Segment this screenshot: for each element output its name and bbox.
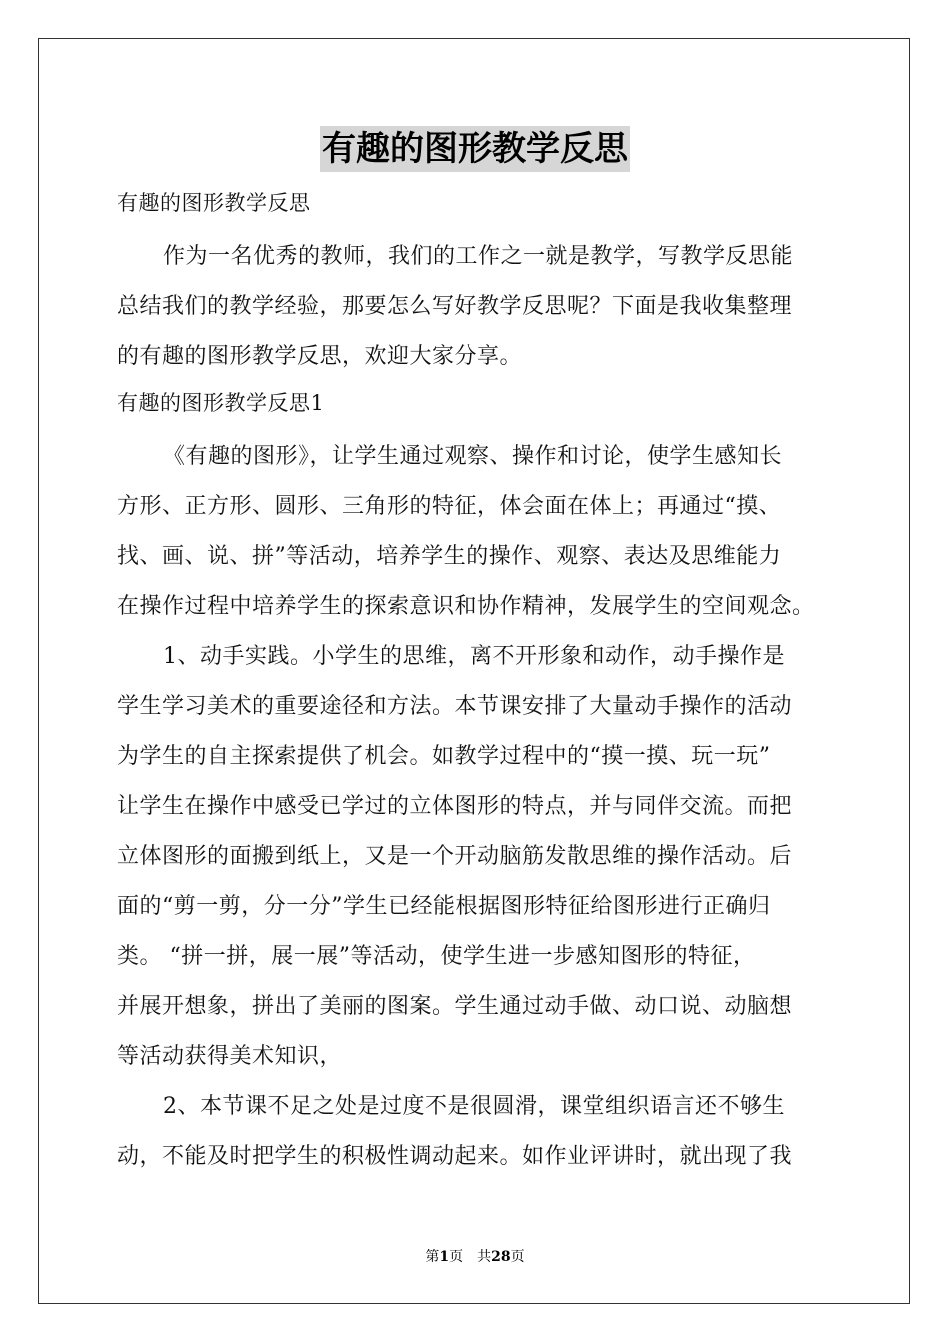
paragraph-line: 找、画、说、拼”等活动，培养学生的操作、观察、表达及思维能力 xyxy=(117,544,782,569)
document-body xyxy=(117,182,833,1182)
total-pages: 28 xyxy=(491,1249,511,1265)
paragraph-line: 面的“剪一剪，分一分”学生已经能根据图形特征给图形进行正确归 xyxy=(117,894,771,919)
paragraph-line: 学生学习美术的重要途径和方法。本节课安排了大量动手操作的活动 xyxy=(117,694,793,719)
footer-mid: 页 共 xyxy=(449,1249,492,1265)
paragraph-line: 动，不能及时把学生的积极性调动起来。如作业评讲时，就出现了我 xyxy=(117,1144,793,1169)
intro-line: 的有趣的图形教学反思，欢迎大家分享。 xyxy=(117,344,523,369)
section-heading: 有趣的图形教学反思1 xyxy=(117,391,325,415)
footer-suffix: 页 xyxy=(510,1249,525,1265)
paragraph-line: 2、本节课不足之处是过度不是很圆滑，课堂组织语言还不够生 xyxy=(163,1094,785,1119)
paragraph-line: 立体图形的面搬到纸上，又是一个开动脑筋发散思维的操作活动。后 xyxy=(117,844,793,869)
page-number: 1 xyxy=(439,1249,450,1265)
paragraph-line: 1、动手实践。小学生的思维，离不开形象和动作，动手操作是 xyxy=(163,644,785,669)
intro-line: 总结我们的教学经验，那要怎么写好教学反思呢？下面是我收集整理 xyxy=(117,294,793,319)
paragraph-line: 并展开想象，拼出了美丽的图案。学生通过动手做、动口说、动脑想 xyxy=(117,994,793,1019)
paragraph-line: 在操作过程中培养学生的探索意识和协作精神，发展学生的空间观念。 xyxy=(117,594,815,619)
title-container xyxy=(0,126,950,172)
paragraph-line: 方形、正方形、圆形、三角形的特征，体会面在体上；再通过“摸、 xyxy=(117,494,782,519)
intro-line: 作为一名优秀的教师，我们的工作之一就是教学，写教学反思能 xyxy=(163,244,794,269)
document-title: 有趣的图形教学反思 xyxy=(320,126,630,172)
paragraph-line: 让学生在操作中感受已学过的立体图形的特点，并与同伴交流。而把 xyxy=(117,794,793,819)
paragraph-line: 为学生的自主探索提供了机会。如教学过程中的“摸一摸、玩一玩” xyxy=(117,744,771,769)
paragraph-line: 类。 “拼一拼，展一展”等活动，使学生进一步感知图形的特征， xyxy=(117,944,756,969)
paragraph-line: 《有趣的图形》，让学生通过观察、操作和讨论，使学生感知长 xyxy=(163,444,783,469)
paragraph-line: 等活动获得美术知识， xyxy=(117,1044,343,1069)
footer-prefix: 第 xyxy=(425,1249,440,1265)
document-subtitle: 有趣的图形教学反思 xyxy=(117,191,311,215)
page-footer xyxy=(0,1246,950,1266)
